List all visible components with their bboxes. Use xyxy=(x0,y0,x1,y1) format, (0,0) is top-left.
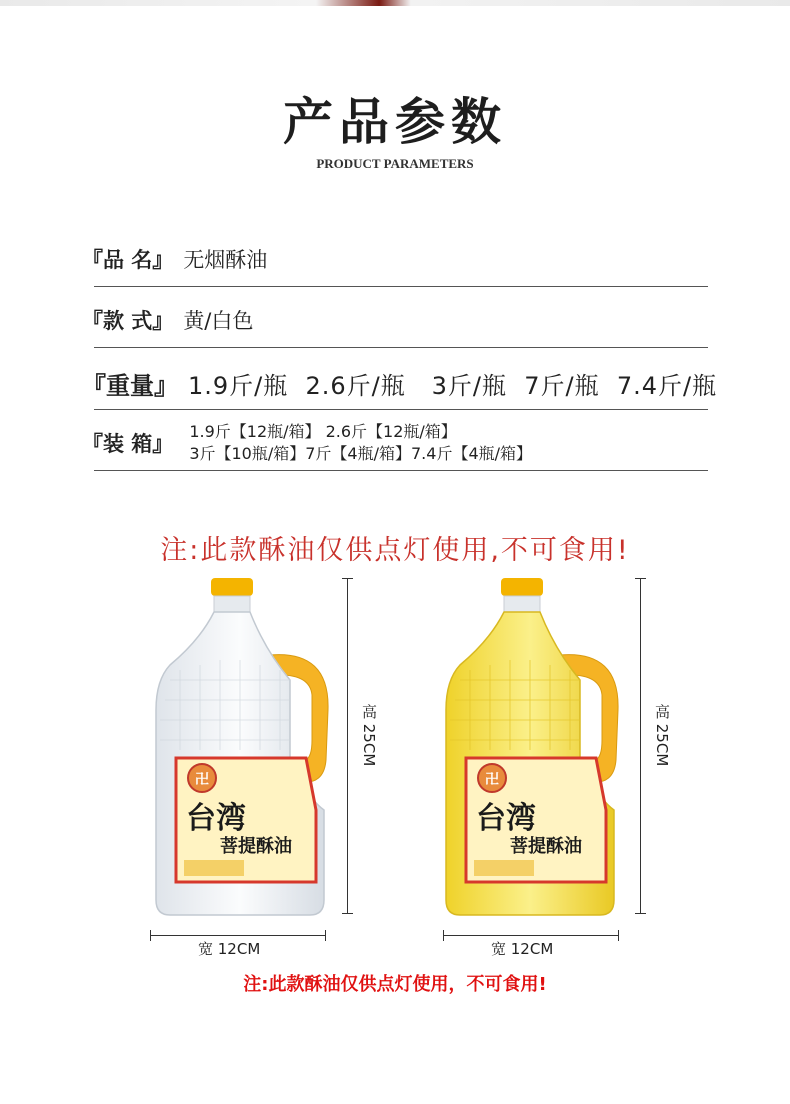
product-images xyxy=(0,570,790,960)
width-label-yellow: 宽 12CM xyxy=(491,940,554,958)
param-value-name: 无烟酥油 xyxy=(183,248,268,272)
packing-line-1: 1.9斤【12瓶/箱】 2.6斤【12瓶/箱】 xyxy=(189,422,457,441)
divider xyxy=(94,470,708,471)
bottle-label xyxy=(466,758,606,882)
label-brand: 台湾 xyxy=(186,801,246,836)
divider xyxy=(94,347,708,348)
param-value-style: 黄/白色 xyxy=(183,309,254,333)
param-row-name xyxy=(82,242,708,276)
height-dimension-line xyxy=(347,578,348,914)
height-label-white: 高 25CM xyxy=(360,704,378,767)
param-label-packing: 『装 箱』 xyxy=(82,432,174,456)
packing-line-2: 3斤【10瓶/箱】7斤【4瓶/箱】7.4斤【4瓶/箱】 xyxy=(189,444,533,463)
divider xyxy=(94,409,708,410)
param-label-style: 『款 式』 xyxy=(82,309,174,333)
label-subbrand: 菩提酥油 xyxy=(510,836,582,857)
width-dimension-line xyxy=(150,935,326,936)
bottle-cap xyxy=(501,578,543,596)
divider xyxy=(94,286,708,287)
param-value-weight: 1.9斤/瓶 2.6斤/瓶 3斤/瓶 7斤/瓶 7.4斤/瓶 xyxy=(188,371,718,400)
width-dimension-line xyxy=(443,935,619,936)
param-label-name: 『品 名』 xyxy=(82,248,174,272)
param-label-weight: 『重量』 xyxy=(82,371,178,400)
svg-text:卍: 卍 xyxy=(485,772,499,788)
yellow-oil-bottle-image xyxy=(430,570,625,920)
page-subtitle: PRODUCT PARAMETERS xyxy=(316,156,474,171)
param-row-style xyxy=(82,303,708,337)
usage-notice-top: 注:此款酥油仅供点灯使用,不可食用! xyxy=(160,535,630,566)
width-label-white: 宽 12CM xyxy=(198,940,261,958)
param-row-weight xyxy=(82,366,718,400)
height-dimension-line xyxy=(640,578,641,914)
svg-text:卍: 卍 xyxy=(195,772,209,788)
height-label-yellow: 高 25CM xyxy=(653,704,671,767)
white-oil-bottle-image xyxy=(140,570,335,920)
bottle-label xyxy=(176,758,316,882)
bottle-cap xyxy=(211,578,253,596)
label-subbrand: 菩提酥油 xyxy=(220,836,292,857)
packing-details xyxy=(189,421,532,465)
top-decoration-bar xyxy=(0,0,790,6)
usage-notice-bottom: 注:此款酥油仅供点灯使用，不可食用! xyxy=(243,974,547,995)
label-brand: 台湾 xyxy=(476,801,536,836)
page-title: 产品参数 xyxy=(283,93,507,151)
param-row-packing xyxy=(82,418,708,468)
